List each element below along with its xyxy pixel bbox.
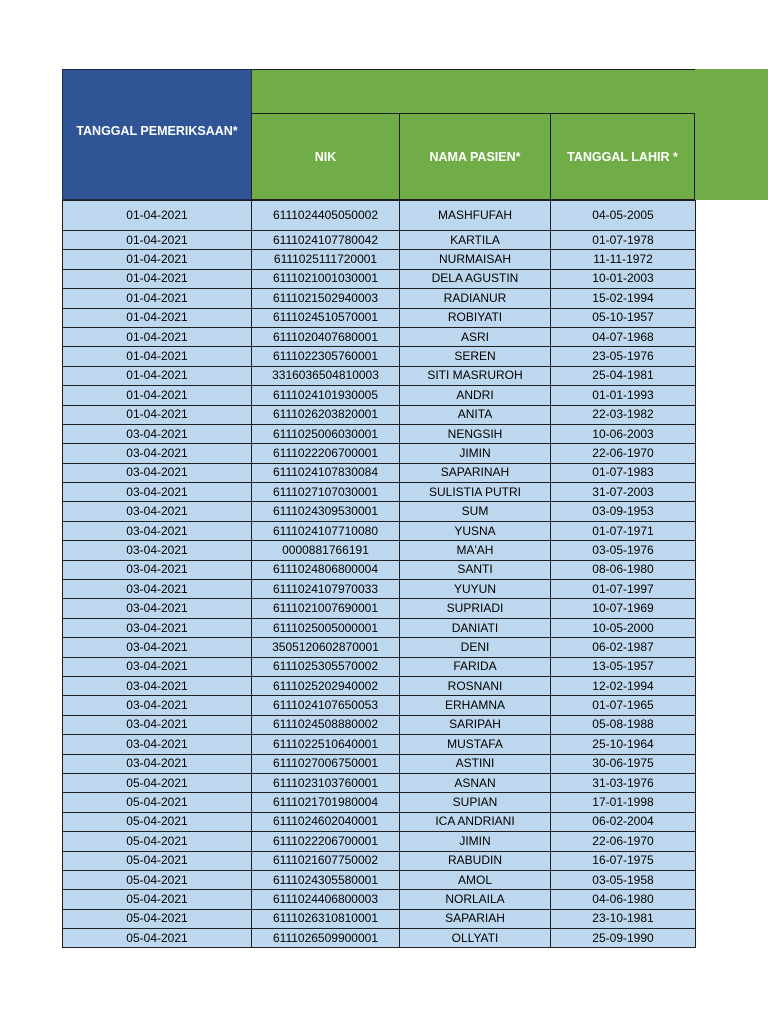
cell-tanggal-lahir[interactable]: 05-08-1988: [551, 715, 696, 734]
table-row: [63, 502, 696, 521]
cell-tanggal-lahir[interactable]: 17-01-1998: [551, 793, 696, 812]
cell-nama-pasien[interactable]: NURMAISAH: [400, 250, 551, 269]
cell-nama-pasien[interactable]: SEREN: [400, 347, 551, 366]
cell-tanggal-pemeriksaan[interactable]: 01-04-2021: [63, 201, 252, 231]
cell-tanggal-lahir[interactable]: 01-07-1965: [551, 696, 696, 715]
cell-nama-pasien[interactable]: SUPIAN: [400, 793, 551, 812]
cell-nik[interactable]: 6111023103760001: [252, 773, 400, 792]
cell-nik[interactable]: 6111022510640001: [252, 735, 400, 754]
column-header-label: TANGGAL LAHIR *: [567, 149, 678, 164]
table-row: [63, 521, 696, 540]
table-row: [63, 580, 696, 599]
cell-tanggal-pemeriksaan[interactable]: 01-04-2021: [63, 366, 252, 385]
cell-nama-pasien[interactable]: OLLYATI: [400, 929, 551, 948]
table-row: [63, 870, 696, 889]
patient-table: [62, 200, 696, 948]
cell-nama-pasien[interactable]: MUSTAFA: [400, 735, 551, 754]
cell-tanggal-pemeriksaan[interactable]: 03-04-2021: [63, 735, 252, 754]
cell-nik[interactable]: 6111024107710080: [252, 521, 400, 540]
table-row: [63, 201, 696, 231]
table-row: [63, 657, 696, 676]
cell-tanggal-pemeriksaan[interactable]: 01-04-2021: [63, 347, 252, 366]
cell-nama-pasien[interactable]: NENGSIH: [400, 424, 551, 443]
cell-nik[interactable]: 6111021007690001: [252, 599, 400, 618]
cell-tanggal-lahir[interactable]: 31-03-1976: [551, 773, 696, 792]
cell-tanggal-pemeriksaan[interactable]: 05-04-2021: [63, 870, 252, 889]
cell-tanggal-pemeriksaan[interactable]: 01-04-2021: [63, 250, 252, 269]
cell-tanggal-pemeriksaan[interactable]: 01-04-2021: [63, 327, 252, 346]
table-row: [63, 269, 696, 288]
cell-tanggal-pemeriksaan[interactable]: 03-04-2021: [63, 521, 252, 540]
cell-nik[interactable]: 6111025005000001: [252, 618, 400, 637]
patient-table-body: [63, 201, 696, 948]
cell-tanggal-lahir[interactable]: 10-07-1969: [551, 599, 696, 618]
table-row: [63, 599, 696, 618]
cell-tanggal-pemeriksaan[interactable]: 03-04-2021: [63, 715, 252, 734]
cell-nik[interactable]: 6111024107780042: [252, 231, 400, 250]
cell-nama-pasien[interactable]: RABUDIN: [400, 851, 551, 870]
cell-tanggal-pemeriksaan[interactable]: 05-04-2021: [63, 832, 252, 851]
cell-nik[interactable]: 6111024602040001: [252, 812, 400, 831]
cell-nik[interactable]: 6111024309530001: [252, 502, 400, 521]
cell-nik[interactable]: 6111025305570002: [252, 657, 400, 676]
cell-nik[interactable]: 6111024508880002: [252, 715, 400, 734]
column-header-label: NAMA PASIEN*: [429, 149, 521, 164]
cell-tanggal-pemeriksaan[interactable]: 05-04-2021: [63, 773, 252, 792]
cell-nama-pasien[interactable]: ANITA: [400, 405, 551, 424]
cell-tanggal-lahir[interactable]: 10-01-2003: [551, 269, 696, 288]
cell-tanggal-pemeriksaan[interactable]: 03-04-2021: [63, 618, 252, 637]
cell-nama-pasien[interactable]: AMOL: [400, 870, 551, 889]
cell-nik[interactable]: 6111024806800004: [252, 560, 400, 579]
cell-tanggal-lahir[interactable]: 01-07-1997: [551, 580, 696, 599]
cell-tanggal-pemeriksaan[interactable]: 03-04-2021: [63, 444, 252, 463]
table-row: [63, 424, 696, 443]
cell-tanggal-lahir[interactable]: 13-05-1957: [551, 657, 696, 676]
cell-nik[interactable]: 6111024406800003: [252, 890, 400, 909]
table-row: [63, 909, 696, 928]
cell-nama-pasien[interactable]: DELA AGUSTIN: [400, 269, 551, 288]
table-row: [63, 793, 696, 812]
cell-nama-pasien[interactable]: MA'AH: [400, 541, 551, 560]
table-row: [63, 250, 696, 269]
cell-tanggal-pemeriksaan[interactable]: 03-04-2021: [63, 696, 252, 715]
cell-nama-pasien[interactable]: SITI MASRUROH: [400, 366, 551, 385]
cell-nama-pasien[interactable]: ICA ANDRIANI: [400, 812, 551, 831]
cell-nik[interactable]: 6111025006030001: [252, 424, 400, 443]
cell-tanggal-lahir[interactable]: 01-07-1971: [551, 521, 696, 540]
cell-nik[interactable]: 6111024107970033: [252, 580, 400, 599]
cell-tanggal-lahir[interactable]: 22-06-1970: [551, 444, 696, 463]
cell-nik[interactable]: 6111027006750001: [252, 754, 400, 773]
cell-tanggal-pemeriksaan[interactable]: 03-04-2021: [63, 502, 252, 521]
table-row: [63, 347, 696, 366]
cell-nama-pasien[interactable]: SARIPAH: [400, 715, 551, 734]
cell-nama-pasien[interactable]: KARTILA: [400, 231, 551, 250]
cell-tanggal-pemeriksaan[interactable]: 05-04-2021: [63, 929, 252, 948]
cell-nik[interactable]: 3316036504810003: [252, 366, 400, 385]
table-row: [63, 773, 696, 792]
cell-tanggal-lahir[interactable]: 25-09-1990: [551, 929, 696, 948]
table-row: [63, 890, 696, 909]
cell-tanggal-pemeriksaan[interactable]: 03-04-2021: [63, 424, 252, 443]
cell-nik[interactable]: 6111026310810001: [252, 909, 400, 928]
column-header-nik[interactable]: [251, 113, 400, 200]
cell-tanggal-lahir[interactable]: 22-03-1982: [551, 405, 696, 424]
cell-tanggal-lahir[interactable]: 03-09-1953: [551, 502, 696, 521]
cell-tanggal-pemeriksaan[interactable]: 05-04-2021: [63, 812, 252, 831]
column-header-label: TANGGAL PEMERIKSAAN*: [76, 123, 238, 138]
cell-tanggal-lahir[interactable]: 16-07-1975: [551, 851, 696, 870]
cell-nik[interactable]: 6111025111720001: [252, 250, 400, 269]
cell-tanggal-lahir[interactable]: 01-01-1993: [551, 386, 696, 405]
cell-tanggal-lahir[interactable]: 03-05-1976: [551, 541, 696, 560]
cell-nik[interactable]: 6111022206700001: [252, 444, 400, 463]
cell-nama-pasien[interactable]: SUM: [400, 502, 551, 521]
cell-tanggal-lahir[interactable]: 06-02-1987: [551, 638, 696, 657]
cell-nama-pasien[interactable]: ROBIYATI: [400, 308, 551, 327]
cell-nama-pasien[interactable]: SAPARIAH: [400, 909, 551, 928]
column-header-label: NIK: [314, 149, 337, 164]
table-row: [63, 560, 696, 579]
cell-nama-pasien[interactable]: ASNAN: [400, 773, 551, 792]
cell-tanggal-pemeriksaan[interactable]: 03-04-2021: [63, 463, 252, 482]
table-row: [63, 541, 696, 560]
header-top-border: [251, 69, 695, 70]
cell-nama-pasien[interactable]: ANDRI: [400, 386, 551, 405]
cell-nik[interactable]: 6111024405050002: [252, 201, 400, 231]
cell-tanggal-pemeriksaan[interactable]: 05-04-2021: [63, 909, 252, 928]
cell-tanggal-lahir[interactable]: 04-05-2005: [551, 201, 696, 231]
table-row: [63, 754, 696, 773]
cell-tanggal-lahir[interactable]: 08-06-1980: [551, 560, 696, 579]
cell-tanggal-lahir[interactable]: 06-02-2004: [551, 812, 696, 831]
cell-nik[interactable]: 6111024305580001: [252, 870, 400, 889]
cell-nik[interactable]: 6111024510570001: [252, 308, 400, 327]
cell-tanggal-lahir[interactable]: 01-07-1983: [551, 463, 696, 482]
table-row: [63, 832, 696, 851]
table-row: [63, 366, 696, 385]
cell-tanggal-pemeriksaan[interactable]: 01-04-2021: [63, 231, 252, 250]
cell-tanggal-pemeriksaan[interactable]: 01-04-2021: [63, 308, 252, 327]
table-row: [63, 618, 696, 637]
cell-nama-pasien[interactable]: ASTINI: [400, 754, 551, 773]
cell-tanggal-lahir[interactable]: 05-10-1957: [551, 308, 696, 327]
table-row: [63, 386, 696, 405]
table-row: [63, 463, 696, 482]
cell-nik[interactable]: 6111020407680001: [252, 327, 400, 346]
table-row: [63, 851, 696, 870]
column-header-nama-pasien[interactable]: [399, 113, 551, 200]
cell-nama-pasien[interactable]: FARIDA: [400, 657, 551, 676]
cell-tanggal-lahir[interactable]: 30-06-1975: [551, 754, 696, 773]
cell-tanggal-lahir[interactable]: 04-07-1968: [551, 327, 696, 346]
cell-nama-pasien[interactable]: YUYUN: [400, 580, 551, 599]
cell-nama-pasien[interactable]: SAPARINAH: [400, 463, 551, 482]
cell-tanggal-lahir[interactable]: 10-06-2003: [551, 424, 696, 443]
cell-tanggal-lahir[interactable]: 23-05-1976: [551, 347, 696, 366]
table-row: [63, 405, 696, 424]
cell-nama-pasien[interactable]: NORLAILA: [400, 890, 551, 909]
table-row: [63, 735, 696, 754]
cell-tanggal-lahir[interactable]: 12-02-1994: [551, 676, 696, 695]
cell-nik[interactable]: 0000881766191: [252, 541, 400, 560]
column-header-tanggal-pemeriksaan[interactable]: [62, 69, 252, 200]
cell-nik[interactable]: 6111024107650053: [252, 696, 400, 715]
table-row: [63, 715, 696, 734]
cell-tanggal-pemeriksaan[interactable]: 05-04-2021: [63, 851, 252, 870]
cell-tanggal-lahir[interactable]: 31-07-2003: [551, 483, 696, 502]
cell-tanggal-pemeriksaan[interactable]: 03-04-2021: [63, 483, 252, 502]
cell-nik[interactable]: 6111024107830084: [252, 463, 400, 482]
column-header-tanggal-lahir[interactable]: [550, 113, 695, 200]
table-row: [63, 929, 696, 948]
cell-tanggal-lahir[interactable]: 22-06-1970: [551, 832, 696, 851]
cell-nik[interactable]: 6111021607750002: [252, 851, 400, 870]
cell-tanggal-lahir[interactable]: 03-05-1958: [551, 870, 696, 889]
cell-nama-pasien[interactable]: DENI: [400, 638, 551, 657]
cell-tanggal-lahir[interactable]: 15-02-1994: [551, 289, 696, 308]
cell-nik[interactable]: 3505120602870001: [252, 638, 400, 657]
cell-tanggal-lahir[interactable]: 23-10-1981: [551, 909, 696, 928]
cell-nama-pasien[interactable]: DANIATI: [400, 618, 551, 637]
cell-nik[interactable]: 6111021001030001: [252, 269, 400, 288]
cell-tanggal-lahir[interactable]: 01-07-1978: [551, 231, 696, 250]
cell-tanggal-pemeriksaan[interactable]: 01-04-2021: [63, 269, 252, 288]
table-row: [63, 444, 696, 463]
cell-nama-pasien[interactable]: JIMIN: [400, 832, 551, 851]
cell-tanggal-lahir[interactable]: 25-10-1964: [551, 735, 696, 754]
cell-nik[interactable]: 6111021701980004: [252, 793, 400, 812]
cell-nama-pasien[interactable]: ERHAMNA: [400, 696, 551, 715]
cell-tanggal-pemeriksaan[interactable]: 03-04-2021: [63, 676, 252, 695]
cell-nik[interactable]: 6111022305760001: [252, 347, 400, 366]
cell-tanggal-lahir[interactable]: 04-06-1980: [551, 890, 696, 909]
cell-nama-pasien[interactable]: SULISTIA PUTRI: [400, 483, 551, 502]
cell-tanggal-lahir[interactable]: 10-05-2000: [551, 618, 696, 637]
cell-nama-pasien[interactable]: SUPRIADI: [400, 599, 551, 618]
cell-tanggal-lahir[interactable]: 25-04-1981: [551, 366, 696, 385]
table-row: [63, 638, 696, 657]
table-row: [63, 696, 696, 715]
cell-tanggal-pemeriksaan[interactable]: 03-04-2021: [63, 580, 252, 599]
cell-tanggal-pemeriksaan[interactable]: 05-04-2021: [63, 793, 252, 812]
cell-nik[interactable]: 6111026509900001: [252, 929, 400, 948]
table-row: [63, 308, 696, 327]
cell-tanggal-pemeriksaan[interactable]: 01-04-2021: [63, 289, 252, 308]
cell-nik[interactable]: 6111026203820001: [252, 405, 400, 424]
cell-tanggal-pemeriksaan[interactable]: 01-04-2021: [63, 386, 252, 405]
cell-nik[interactable]: 6111022206700001: [252, 832, 400, 851]
cell-nama-pasien[interactable]: SANTI: [400, 560, 551, 579]
cell-tanggal-pemeriksaan[interactable]: 01-04-2021: [63, 405, 252, 424]
cell-nik[interactable]: 6111021502940003: [252, 289, 400, 308]
cell-nik[interactable]: 6111025202940002: [252, 676, 400, 695]
cell-nama-pasien[interactable]: RADIANUR: [400, 289, 551, 308]
table-row: [63, 327, 696, 346]
table-row: [63, 812, 696, 831]
cell-tanggal-pemeriksaan[interactable]: 03-04-2021: [63, 657, 252, 676]
cell-tanggal-pemeriksaan[interactable]: 03-04-2021: [63, 541, 252, 560]
cell-tanggal-lahir[interactable]: 11-11-1972: [551, 250, 696, 269]
cell-nama-pasien[interactable]: YUSNA: [400, 521, 551, 540]
cell-nama-pasien[interactable]: ASRI: [400, 327, 551, 346]
cell-tanggal-pemeriksaan[interactable]: 03-04-2021: [63, 599, 252, 618]
cell-tanggal-pemeriksaan[interactable]: 03-04-2021: [63, 754, 252, 773]
table-row: [63, 483, 696, 502]
table-row: [63, 676, 696, 695]
cell-nama-pasien[interactable]: MASHFUFAH: [400, 201, 551, 231]
cell-tanggal-pemeriksaan[interactable]: 05-04-2021: [63, 890, 252, 909]
table-row: [63, 231, 696, 250]
cell-tanggal-pemeriksaan[interactable]: 03-04-2021: [63, 560, 252, 579]
cell-nik[interactable]: 6111027107030001: [252, 483, 400, 502]
cell-nama-pasien[interactable]: JIMIN: [400, 444, 551, 463]
cell-tanggal-pemeriksaan[interactable]: 03-04-2021: [63, 638, 252, 657]
cell-nik[interactable]: 6111024101930005: [252, 386, 400, 405]
table-row: [63, 289, 696, 308]
cell-nama-pasien[interactable]: ROSNANI: [400, 676, 551, 695]
